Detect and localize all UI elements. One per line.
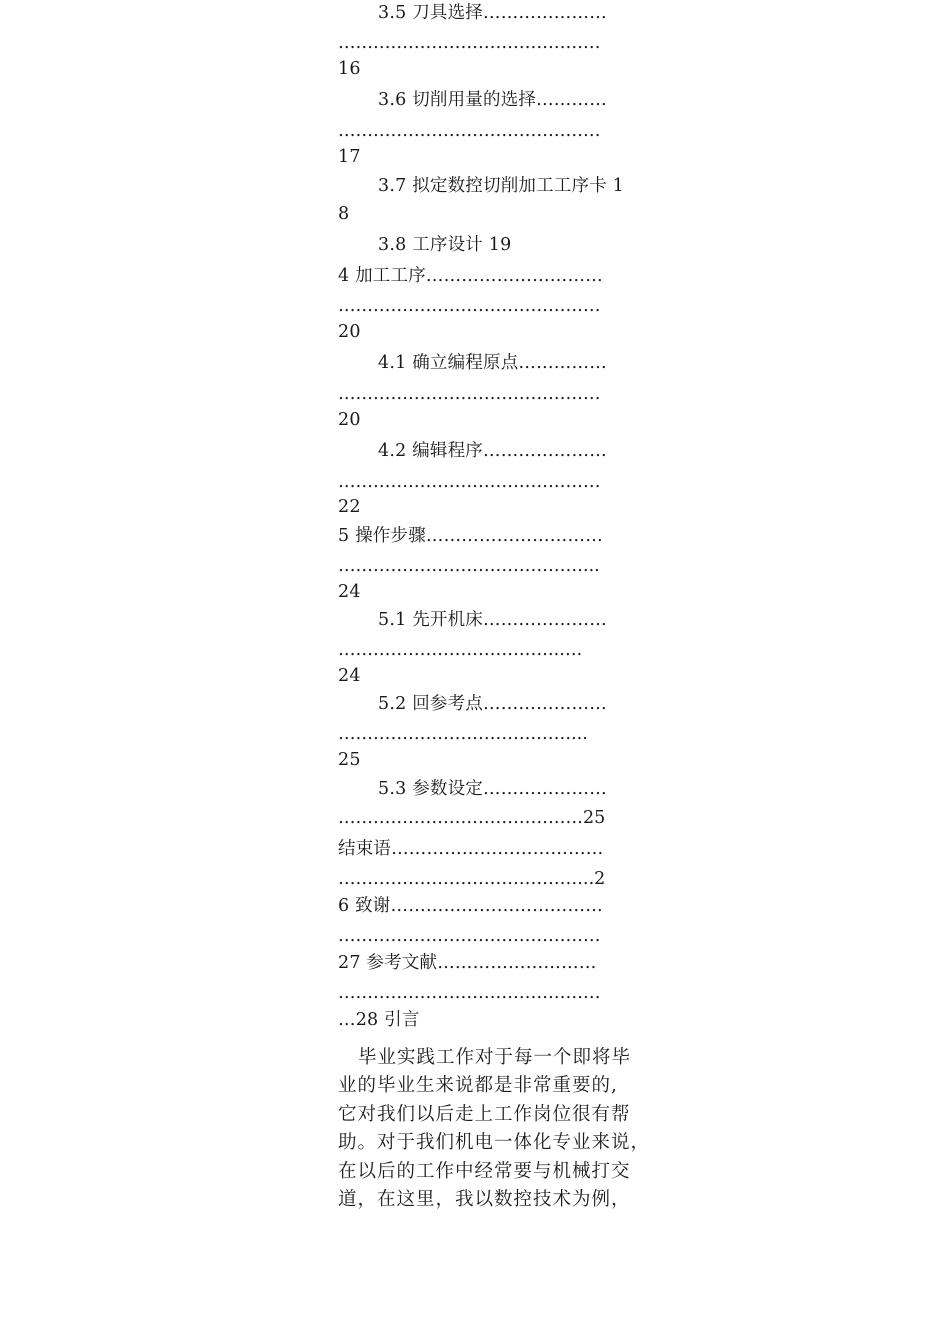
toc-leader: ……………………………………25 [338, 808, 606, 828]
paragraph-line: 毕业实践工作对于每一个即将毕 [358, 1047, 632, 1068]
toc-entry-4: 4 加工工序………………………… [338, 266, 603, 286]
paragraph-line: 它对我们以后走上工作岗位很有帮 [338, 1104, 631, 1125]
toc-entry-5-2: 5.2 回参考点………………… [378, 694, 607, 714]
toc-entry-4-1: 4.1 确立编程原点…………… [378, 353, 607, 373]
toc-entry-3-7-cont: 8 [338, 204, 350, 224]
toc-page-number: 25 [338, 750, 361, 770]
toc-leader: ……………………………………… [338, 472, 601, 492]
toc-page-number: 20 [338, 410, 361, 430]
toc-leader: ……………………………………... [338, 556, 600, 576]
paragraph-line: 助。对于我们机电一体化专业来说， [338, 1132, 651, 1153]
toc-leader: ……………………………………..2 [338, 869, 606, 889]
toc-entry-5: 5 操作步骤………………………… [338, 526, 603, 546]
toc-leader: ……………………………………… [338, 33, 601, 53]
toc-leader: ………………………………..…. [338, 640, 583, 660]
toc-entry-3-7: 3.7 拟定数控切削加工工序卡 1 [378, 176, 624, 196]
toc-entry-5-3: 5.3 参数设定………………… [378, 779, 607, 799]
paragraph-line: 道，在这里，我以数控技术为例， [338, 1189, 631, 1210]
toc-page-number: 24 [338, 666, 361, 686]
paragraph-line: 业的毕业生来说都是非常重要的, [338, 1075, 618, 1096]
toc-page-number: 16 [338, 59, 361, 79]
paragraph-line: 在以后的工作中经常要与机械打交 [338, 1161, 631, 1182]
toc-page-number: 22 [338, 497, 361, 517]
toc-page-number: 17 [338, 147, 361, 167]
toc-entry-references: 27 参考文献……………………… [338, 953, 597, 973]
toc-entry-3-5: 3.5 刀具选择………………… [378, 3, 607, 23]
toc-leader: ……………………………………… [338, 983, 601, 1003]
toc-entry-5-1: 5.1 先开机床………………… [378, 610, 607, 630]
toc-leader: ……………………………………… [338, 296, 601, 316]
toc-entry-introduction: …28 引言 [338, 1010, 420, 1030]
toc-leader: ……………………………………… [338, 121, 601, 141]
toc-page-number: 24 [338, 582, 361, 602]
toc-leader: ……………………………………… [338, 384, 601, 404]
toc-entry-thanks: 6 致谢……………………………… [338, 896, 603, 916]
toc-entry-3-6: 3.6 切削用量的选择………… [378, 90, 607, 110]
toc-leader: ……………………………………… [338, 926, 601, 946]
toc-page-number: 20 [338, 322, 361, 342]
toc-entry-3-8: 3.8 工序设计 19 [378, 235, 512, 255]
toc-entry-conclusion: 结束语……………………………… [338, 839, 604, 859]
toc-entry-4-2: 4.2 编辑程序………………… [378, 441, 607, 461]
toc-leader: …………………………….……... [338, 724, 588, 744]
